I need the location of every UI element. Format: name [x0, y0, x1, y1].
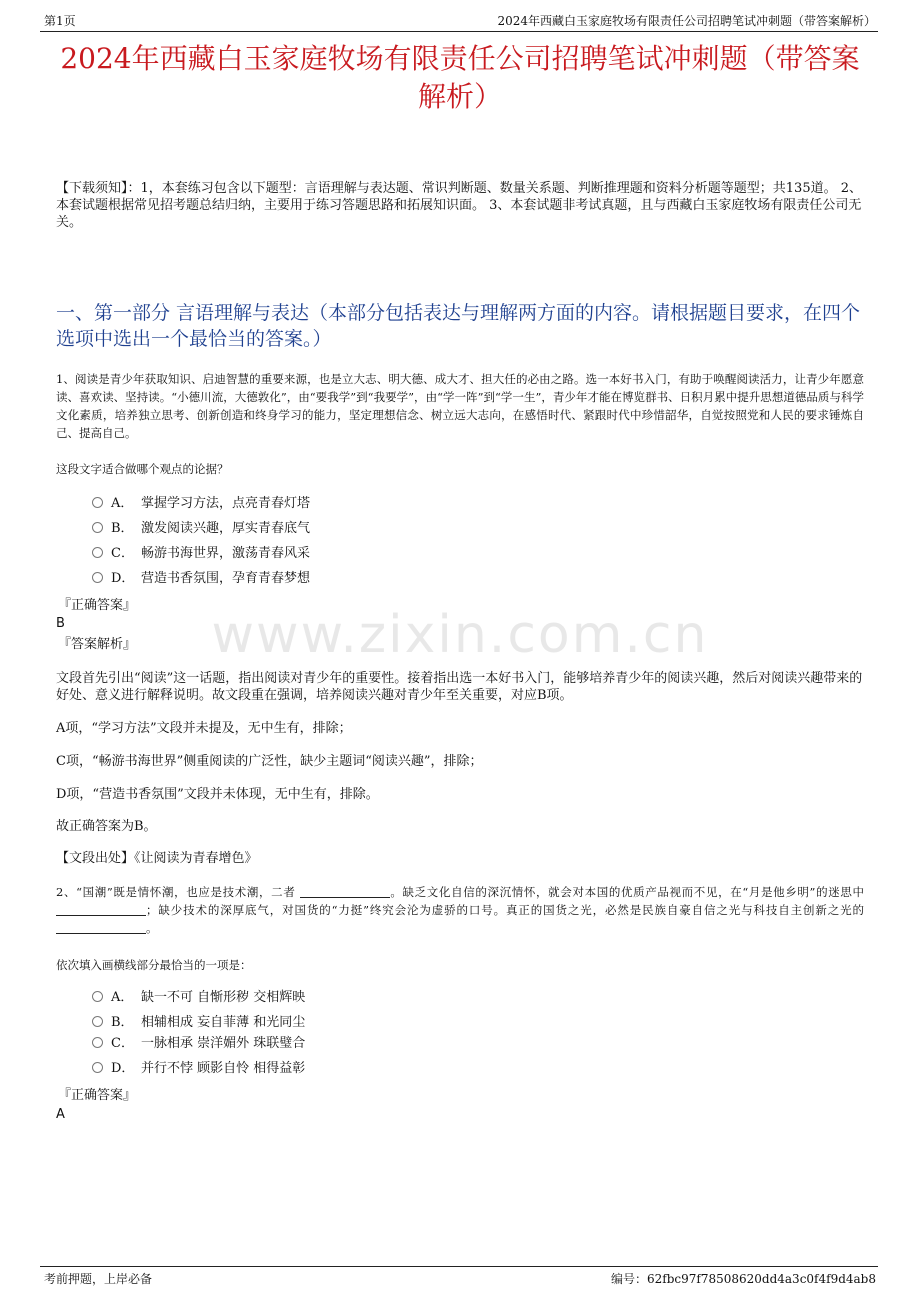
q1-analysis-option-a: A项，“学习方法”文段并未提及，无中生有，排除；	[56, 721, 352, 736]
header-doc-title: 2024年西藏白玉家庭牧场有限责任公司招聘笔试冲刺题（带答案解析）	[497, 14, 876, 28]
q1-answer-label: 『正确答案』	[58, 598, 137, 613]
radio-icon[interactable]	[92, 547, 103, 558]
fill-blank-1	[300, 885, 390, 898]
q1-source: 【文段出处】《让阅读为青春增色》	[56, 851, 258, 866]
q2-option-a[interactable]: A． 缺一不可 自惭形秽 交相辉映	[92, 989, 305, 1007]
q1-analysis-option-c: C项，“畅游书海世界”侧重阅读的广泛性，缺少主题词“阅读兴趣”，排除；	[56, 754, 483, 769]
q1-question: 这段文字适合做哪个观点的论据？	[56, 462, 229, 476]
q1-analysis-paragraph: 文段首先引出“阅读”这一话题，指出阅读对青少年的重要性。接着指出选一本好书入门，能够培养青少年的阅读兴趣，然后对阅读兴趣带来的好处、意义进行解释说明。故文段重在强调，培养阅读兴趣对青少年至关重要，对应B项。	[56, 671, 863, 703]
radio-icon[interactable]	[92, 572, 103, 583]
radio-icon[interactable]	[92, 497, 103, 508]
footer-slogan: 考前押题，上岸必备	[44, 1272, 153, 1286]
radio-icon[interactable]	[92, 991, 103, 1002]
header-page-number: 第1页	[44, 14, 76, 28]
fill-blank-2	[56, 903, 146, 916]
q2-question: 依次填入画横线部分最恰当的一项是：	[56, 958, 252, 972]
page-title: 2024年西藏白玉家庭牧场有限责任公司招聘笔试冲刺题（带答案解析）	[60, 42, 860, 113]
q2-option-c[interactable]: C． 一脉相承 崇洋媚外 珠联璧合	[92, 1035, 305, 1053]
q1-option-b[interactable]: B． 激发阅读兴趣，厚实青春底气	[92, 520, 310, 538]
radio-icon[interactable]	[92, 522, 103, 533]
download-notice: 【下载须知】：1，本套练习包含以下题型：言语理解与表达题、常识判断题、数量关系题、判断推理题和资料分析题等题型；共135道。 2、本套试题根据常见招考题总结归纳，主要用于练习答题思路和拓展知识面。 3、本套试题非考试真题，且与西藏白玉家庭牧场有限责任公司无关。	[56, 181, 862, 230]
q2-answer-label: 『正确答案』	[58, 1088, 137, 1103]
q2-answer: A	[56, 1107, 65, 1122]
footer-doc-id: 编号：62fbc97f78508620dd4a3c0f4f9d4ab8	[611, 1272, 876, 1286]
radio-icon[interactable]	[92, 1062, 103, 1073]
q1-answer: B	[56, 616, 65, 631]
radio-icon[interactable]	[92, 1016, 103, 1027]
radio-icon[interactable]	[92, 1037, 103, 1048]
fill-blank-3	[56, 921, 146, 934]
q1-analysis-option-d: D项，“营造书香氛围”文段并未体现，无中生有，排除。	[56, 787, 379, 802]
q1-option-d[interactable]: D． 营造书香氛围，孕育青春梦想	[92, 570, 310, 588]
q2-option-b[interactable]: B． 相辅相成 妄自菲薄 和光同尘	[92, 1014, 305, 1032]
q2-stem: 2、“国潮”既是情怀潮，也应是技术潮，二者 。缺乏文化自信的深沉情怀，就会对本国的优质产品视而不见，在“月是他乡明”的迷思中 ；缺少技术的深厚底气，对国货的“力挺”终究会沦为虚骄的口号。真正的国货之光，必然是民族自豪自信之光与科技自主创新之光的 。	[56, 885, 864, 935]
footer-rule	[40, 1266, 878, 1267]
q2-option-d[interactable]: D． 并行不悖 顾影自怜 相得益彰	[92, 1060, 305, 1078]
q1-stem: 1、阅读是青少年获取知识、启迪智慧的重要来源，也是立大志、明大德、成大才、担大任的必由之路。选一本好书入门，有助于唤醒阅读活力，让青少年愿意读、喜欢读、坚持读。“小德川流，大德敦化”，由“要我学”到“我要学”，由“学一阵”到“学一生”，青少年才能在博览群书、日积月累中提升思想道德品质与科学文化素质，培养独立思考、创新创造和终身学习的能力，坚定理想信念、树立远大志向，在感悟时代、紧跟时代中珍惜韶华，自觉按照党和人民的要求锤炼自己、提高自己。	[56, 372, 864, 440]
q1-conclusion: 故正确答案为B。	[56, 819, 157, 834]
header-rule	[40, 31, 878, 32]
watermark: www.zixin.com.cn	[211, 605, 709, 665]
q1-analysis-label: 『答案解析』	[58, 637, 137, 652]
q1-option-c[interactable]: C． 畅游书海世界，激荡青春风采	[92, 545, 310, 563]
section-heading: 一、第一部分 言语理解与表达（本部分包括表达与理解两方面的内容。请根据题目要求，在四个选项中选出一个最恰当的答案。）	[56, 302, 861, 350]
q1-option-a[interactable]: A． 掌握学习方法，点亮青春灯塔	[92, 495, 310, 513]
